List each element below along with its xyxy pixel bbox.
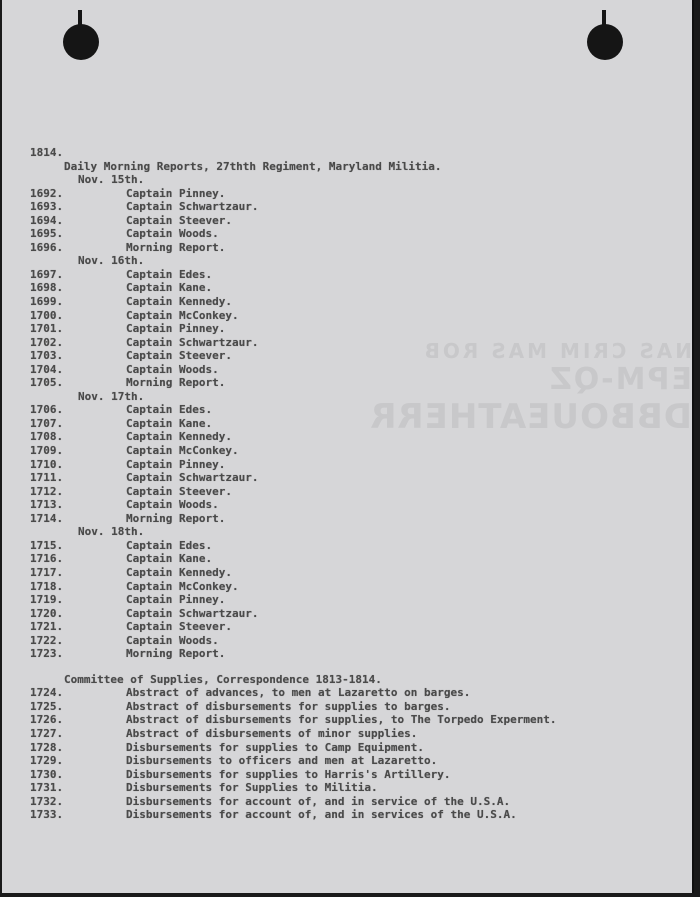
list-item xyxy=(30,349,670,363)
list-item xyxy=(30,566,670,580)
list-item xyxy=(30,808,670,822)
list-item xyxy=(30,647,670,661)
list-item xyxy=(30,607,670,621)
item-text: Captain Kane. xyxy=(126,281,213,295)
item-number: 1700. xyxy=(30,308,64,322)
item-text: Morning Report. xyxy=(126,376,226,390)
list-item xyxy=(30,471,670,485)
list-item xyxy=(30,634,670,648)
item-text: Abstract of disbursements for supplies to barges. xyxy=(126,699,451,713)
list-item xyxy=(30,620,670,634)
list-item xyxy=(30,309,670,323)
list-item xyxy=(30,200,670,214)
item-text: Captain Schwartzaur. xyxy=(126,200,259,214)
item-text: Captain Woods. xyxy=(126,633,219,647)
item-number: 1695. xyxy=(30,227,64,241)
list-item xyxy=(30,781,670,795)
item-text: Captain Steever. xyxy=(126,213,232,227)
list-item xyxy=(30,187,670,201)
list-item xyxy=(30,741,670,755)
list-item xyxy=(30,363,670,377)
document-year: 1814. xyxy=(30,146,64,159)
item-text: Disbursements for account of, and in service of the U.S.A. xyxy=(126,794,511,808)
item-number: 1696. xyxy=(30,240,64,254)
item-number: 1721. xyxy=(30,620,64,634)
item-text: Captain Steever. xyxy=(126,484,232,498)
list-item xyxy=(30,754,670,768)
item-number: 1711. xyxy=(30,471,64,485)
item-number: 1694. xyxy=(30,213,64,227)
item-text: Captain Steever. xyxy=(126,620,232,634)
item-number: 1724. xyxy=(30,686,64,700)
item-number: 1730. xyxy=(30,767,64,781)
committee-heading: Committee of Supplies, Correspondence 1813-1814. xyxy=(64,672,382,686)
item-number: 1710. xyxy=(30,457,64,471)
committee-entries xyxy=(30,686,670,821)
item-number: 1720. xyxy=(30,606,64,620)
item-number: 1705. xyxy=(30,376,64,390)
item-number: 1693. xyxy=(30,200,64,214)
item-text: Captain Kennedy. xyxy=(126,565,232,579)
ghost-line-2: EPM-QZ xyxy=(547,362,692,397)
item-text: Captain Steever. xyxy=(126,349,232,363)
list-item xyxy=(30,498,670,512)
typed-document xyxy=(30,146,670,822)
date-heading: Nov. 16th. xyxy=(78,254,145,268)
item-text: Captain Woods. xyxy=(126,227,219,241)
list-item xyxy=(30,485,670,499)
item-number: 1698. xyxy=(30,281,64,295)
item-number: 1731. xyxy=(30,781,64,795)
item-number: 1716. xyxy=(30,552,64,566)
list-item xyxy=(30,430,670,444)
item-number: 1717. xyxy=(30,565,64,579)
item-text: Abstract of disbursements for supplies, to The Torpedo Experment. xyxy=(126,713,557,727)
item-text: Captain Kane. xyxy=(126,552,213,566)
item-number: 1708. xyxy=(30,430,64,444)
item-text: Captain Woods. xyxy=(126,362,219,376)
list-item xyxy=(30,268,670,282)
list-item xyxy=(30,376,670,390)
item-number: 1703. xyxy=(30,349,64,363)
item-number: 1723. xyxy=(30,647,64,661)
list-item xyxy=(30,700,670,714)
list-item xyxy=(30,403,670,417)
list-item xyxy=(30,281,670,295)
list-item xyxy=(30,686,670,700)
item-text: Captain Pinney. xyxy=(126,322,226,336)
item-number: 1713. xyxy=(30,498,64,512)
list-item xyxy=(30,552,670,566)
item-number: 1719. xyxy=(30,593,64,607)
page-edge xyxy=(692,0,694,893)
item-number: 1699. xyxy=(30,295,64,309)
item-number: 1704. xyxy=(30,362,64,376)
item-text: Captain Pinney. xyxy=(126,457,226,471)
ghost-line-1: NAS CRIM MAS ROB xyxy=(421,339,692,363)
item-number: 1727. xyxy=(30,726,64,740)
date-heading: Nov. 15th. xyxy=(78,173,145,187)
item-text: Disbursements for Supplies to Militia. xyxy=(126,781,378,795)
item-text: Disbursements for supplies to Harris's Artillery. xyxy=(126,767,451,781)
item-text: Captain Kennedy. xyxy=(126,295,232,309)
list-item xyxy=(30,444,670,458)
punch-hole-left xyxy=(63,24,99,60)
item-number: 1728. xyxy=(30,740,64,754)
item-number: 1722. xyxy=(30,633,64,647)
item-text: Morning Report. xyxy=(126,240,226,254)
item-text: Captain Schwartzaur. xyxy=(126,335,259,349)
item-number: 1733. xyxy=(30,808,64,822)
list-item xyxy=(30,336,670,350)
item-text: Captain Woods. xyxy=(126,498,219,512)
ghost-line-3: DBBOUEATHERR xyxy=(369,396,692,437)
item-number: 1706. xyxy=(30,403,64,417)
list-item xyxy=(30,458,670,472)
list-item xyxy=(30,539,670,553)
item-text: Captain Pinney. xyxy=(126,593,226,607)
item-text: Disbursements for supplies to Camp Equipment. xyxy=(126,740,425,754)
item-number: 1707. xyxy=(30,416,64,430)
item-text: Captain Edes. xyxy=(126,403,213,417)
item-number: 1714. xyxy=(30,511,64,525)
item-number: 1729. xyxy=(30,754,64,768)
item-text: Captain Pinney. xyxy=(126,186,226,200)
list-item xyxy=(30,322,670,336)
report-groups xyxy=(30,173,670,661)
list-item xyxy=(30,713,670,727)
document-page xyxy=(2,0,694,893)
date-heading: Nov. 17th. xyxy=(78,389,145,403)
item-number: 1726. xyxy=(30,713,64,727)
item-text: Captain Schwartzaur. xyxy=(126,471,259,485)
item-number: 1697. xyxy=(30,267,64,281)
item-number: 1702. xyxy=(30,335,64,349)
item-text: Captain McConkey. xyxy=(126,444,239,458)
item-text: Abstract of disbursements of minor supplies. xyxy=(126,726,418,740)
item-text: Disbursements for account of, and in services of the U.S.A. xyxy=(126,808,517,822)
punch-hole-right xyxy=(587,24,623,60)
list-item xyxy=(30,727,670,741)
list-item xyxy=(30,295,670,309)
item-number: 1732. xyxy=(30,794,64,808)
item-text: Captain McConkey. xyxy=(126,308,239,322)
list-item xyxy=(30,580,670,594)
date-heading: Nov. 18th. xyxy=(78,525,145,539)
list-item xyxy=(30,417,670,431)
item-number: 1701. xyxy=(30,322,64,336)
item-text: Disbursements to officers and men at Lazaretto. xyxy=(126,754,438,768)
item-text: Captain McConkey. xyxy=(126,579,239,593)
item-text: Morning Report. xyxy=(126,511,226,525)
item-text: Captain Kane. xyxy=(126,416,213,430)
item-text: Captain Schwartzaur. xyxy=(126,606,259,620)
item-number: 1692. xyxy=(30,186,64,200)
list-item xyxy=(30,795,670,809)
list-item xyxy=(30,768,670,782)
item-number: 1709. xyxy=(30,444,64,458)
item-text: Morning Report. xyxy=(126,647,226,661)
item-number: 1718. xyxy=(30,579,64,593)
list-item xyxy=(30,227,670,241)
item-text: Captain Kennedy. xyxy=(126,430,232,444)
list-item xyxy=(30,512,670,526)
item-number: 1725. xyxy=(30,699,64,713)
list-item xyxy=(30,214,670,228)
item-number: 1715. xyxy=(30,538,64,552)
item-text: Captain Edes. xyxy=(126,538,213,552)
list-item xyxy=(30,593,670,607)
list-item xyxy=(30,241,670,255)
item-text: Captain Edes. xyxy=(126,267,213,281)
item-text: Abstract of advances, to men at Lazaretto on barges. xyxy=(126,686,471,700)
section-heading: Daily Morning Reports, 27thth Regiment, Maryland Militia. xyxy=(64,159,442,173)
item-number: 1712. xyxy=(30,484,64,498)
